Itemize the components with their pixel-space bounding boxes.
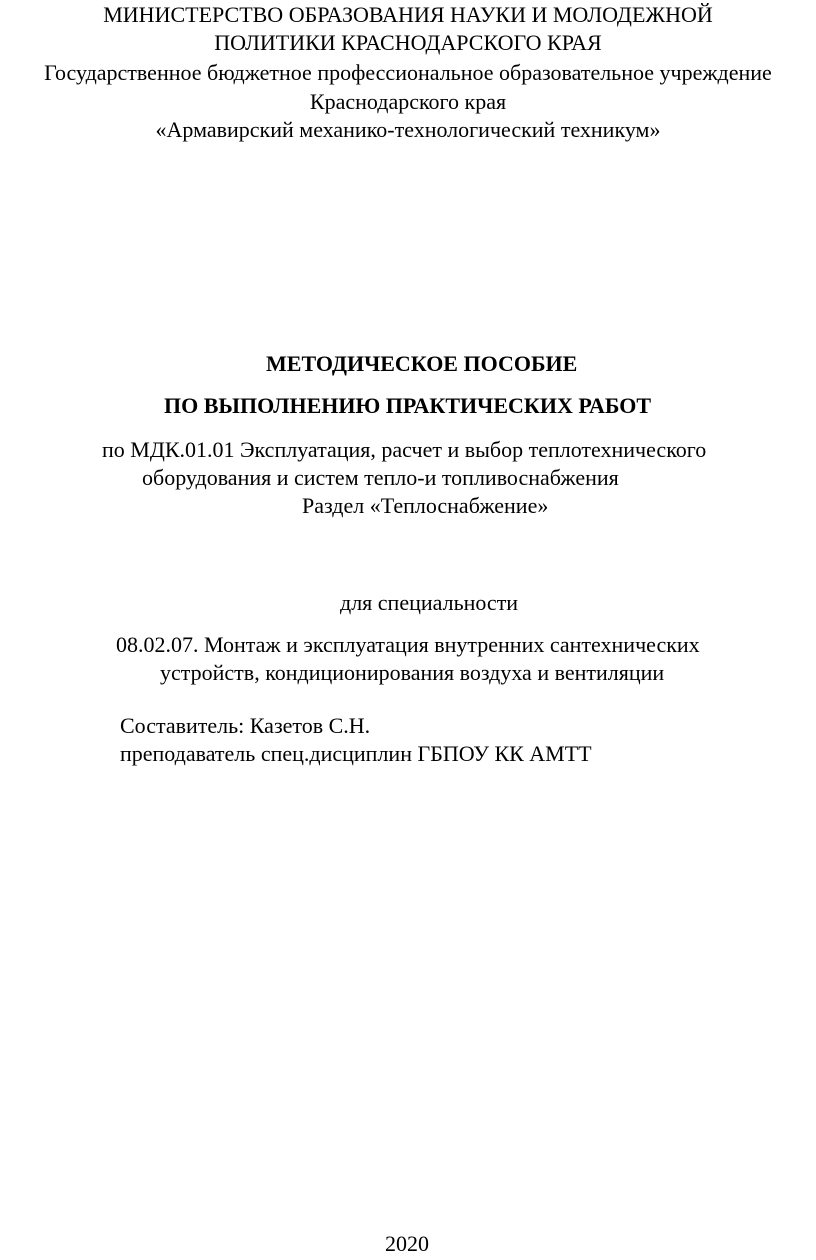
subject-line-2: оборудования и систем тепло-и топливоснабжения: [142, 465, 619, 490]
document-title-line-2: ПО ВЫПОЛНЕНИЮ ПРАКТИЧЕСКИХ РАБОТ: [164, 393, 652, 418]
author-name: Составитель: Казетов С.Н.: [120, 713, 371, 738]
section-name: Раздел «Теплоснабжение»: [302, 493, 549, 518]
institution-line-1: Государственное бюджетное профессиональное образовательное учреждение: [44, 60, 772, 85]
document-title-line-1: МЕТОДИЧЕСКОЕ ПОСОБИЕ: [266, 351, 578, 376]
publication-year: 2020: [385, 1231, 429, 1256]
ministry-line-2: ПОЛИТИКИ КРАСНОДАРСКОГО КРАЯ: [214, 30, 602, 55]
author-position: преподаватель спец.дисциплин ГБПОУ КК АМТТ: [120, 741, 592, 766]
specialty-line-1: 08.02.07. Монтаж и эксплуатация внутренних сантехнических: [116, 632, 700, 657]
subject-line-1: по МДК.01.01 Эксплуатация, расчет и выбор теплотехнического: [102, 437, 707, 462]
institution-line-3: «Армавирский механико-технологический техникум»: [155, 117, 661, 142]
institution-line-2: Краснодарского края: [309, 89, 507, 114]
ministry-line-1: МИНИСТЕРСТВО ОБРАЗОВАНИЯ НАУКИ И МОЛОДЕЖНОЙ: [103, 2, 713, 27]
specialty-line-2: устройств, кондиционирования воздуха и вентиляции: [160, 660, 665, 685]
specialty-label: для специальности: [340, 590, 519, 615]
